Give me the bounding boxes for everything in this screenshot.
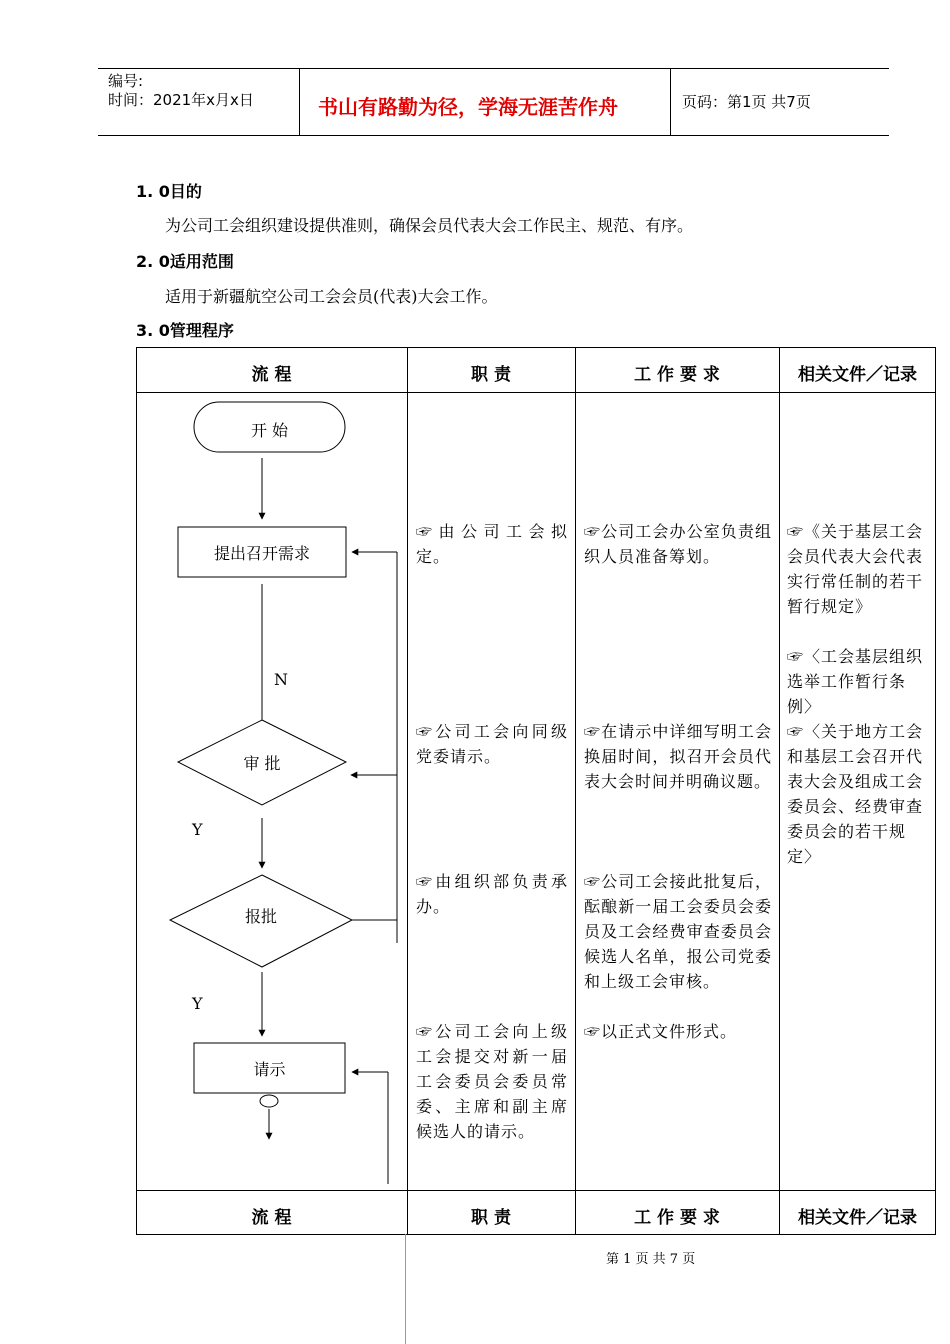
section-1-body: 为公司工会组织建设提供准则，确保会员代表大会工作民主、规范、有序。 <box>165 216 694 235</box>
header-page-info: 页码：第1页 共7页 <box>682 93 811 111</box>
duty-3: ☞由组织部负责承办。 <box>416 872 568 916</box>
section-3-title: 3. 0管理程序 <box>136 321 234 340</box>
col-header-related-docs: 相关文件／记录 <box>798 365 917 385</box>
flow-report-label: 报批 <box>244 907 277 926</box>
section-2-body: 适用于新疆航空公司工会会员(代表)大会工作。 <box>165 287 498 306</box>
requirement-2: ☞在请示中详细写明工会换届时间，拟召开会员代表大会时间并明确议题。 <box>584 722 772 791</box>
requirement-1: ☞公司工会办公室负责组织人员准备筹划。 <box>584 522 772 566</box>
section-2-title: 2. 0适用范围 <box>136 252 234 271</box>
flow-start-label: 开 始 <box>250 421 289 440</box>
duty-4: ☞公司工会向上级工会提交对新一届工会委员会委员常委、主席和副主席候选人的请示。 <box>416 1022 568 1141</box>
flow-approve-label: 审 批 <box>243 754 281 773</box>
flow-n-label: N <box>274 670 288 689</box>
col-header-requirements: 工 作 要 求 <box>634 365 720 385</box>
page-footer: 第 1 页 共 7 页 <box>606 1252 696 1267</box>
page-connector <box>260 1095 278 1107</box>
duty-1: ☞由公司工会拟定。 <box>416 522 568 566</box>
requirement-4: ☞以正式文件形式。 <box>584 1022 738 1041</box>
related-doc-3: ☞〈关于地方工会和基层工会召开代表大会及组成工会委员会、经费审查委员会的若干规定〉 <box>787 722 924 866</box>
flow-y-label-2: Y <box>192 994 203 1013</box>
col-header-flow: 流 程 <box>251 365 292 385</box>
col-header-duty-repeat: 职 责 <box>471 1208 511 1228</box>
flow-request-label: 请示 <box>253 1060 286 1079</box>
flow-propose-label: 提出召开需求 <box>213 544 310 563</box>
col-header-related-docs-repeat: 相关文件／记录 <box>798 1208 917 1228</box>
requirement-3: ☞公司工会接此批复后，酝酿新一届工会委员会委员及工会经费审查委员会候选人名单，报公司党委和上级工会审核。 <box>584 872 772 991</box>
duty-2: ☞公司工会向同级党委请示。 <box>416 722 568 766</box>
header-time-label: 时间：2021年x月x日 <box>108 91 254 109</box>
col-header-duty: 职 责 <box>471 365 511 385</box>
related-doc-2: ☞〈工会基层组织选举工作暂行条例〉 <box>787 647 924 716</box>
col-header-requirements-repeat: 工 作 要 求 <box>634 1208 720 1228</box>
header-motto: 书山有路勤为径，学海无涯苦作舟 <box>318 95 618 119</box>
related-doc-1: ☞《关于基层工会会员代表大会代表实行常任制的若干暂行规定》 <box>787 522 924 616</box>
header-number-label: 编号: <box>108 72 144 90</box>
flow-y-label-1: Y <box>192 820 203 839</box>
section-1-title: 1. 0目的 <box>136 182 202 201</box>
col-header-flow-repeat: 流 程 <box>251 1208 292 1228</box>
